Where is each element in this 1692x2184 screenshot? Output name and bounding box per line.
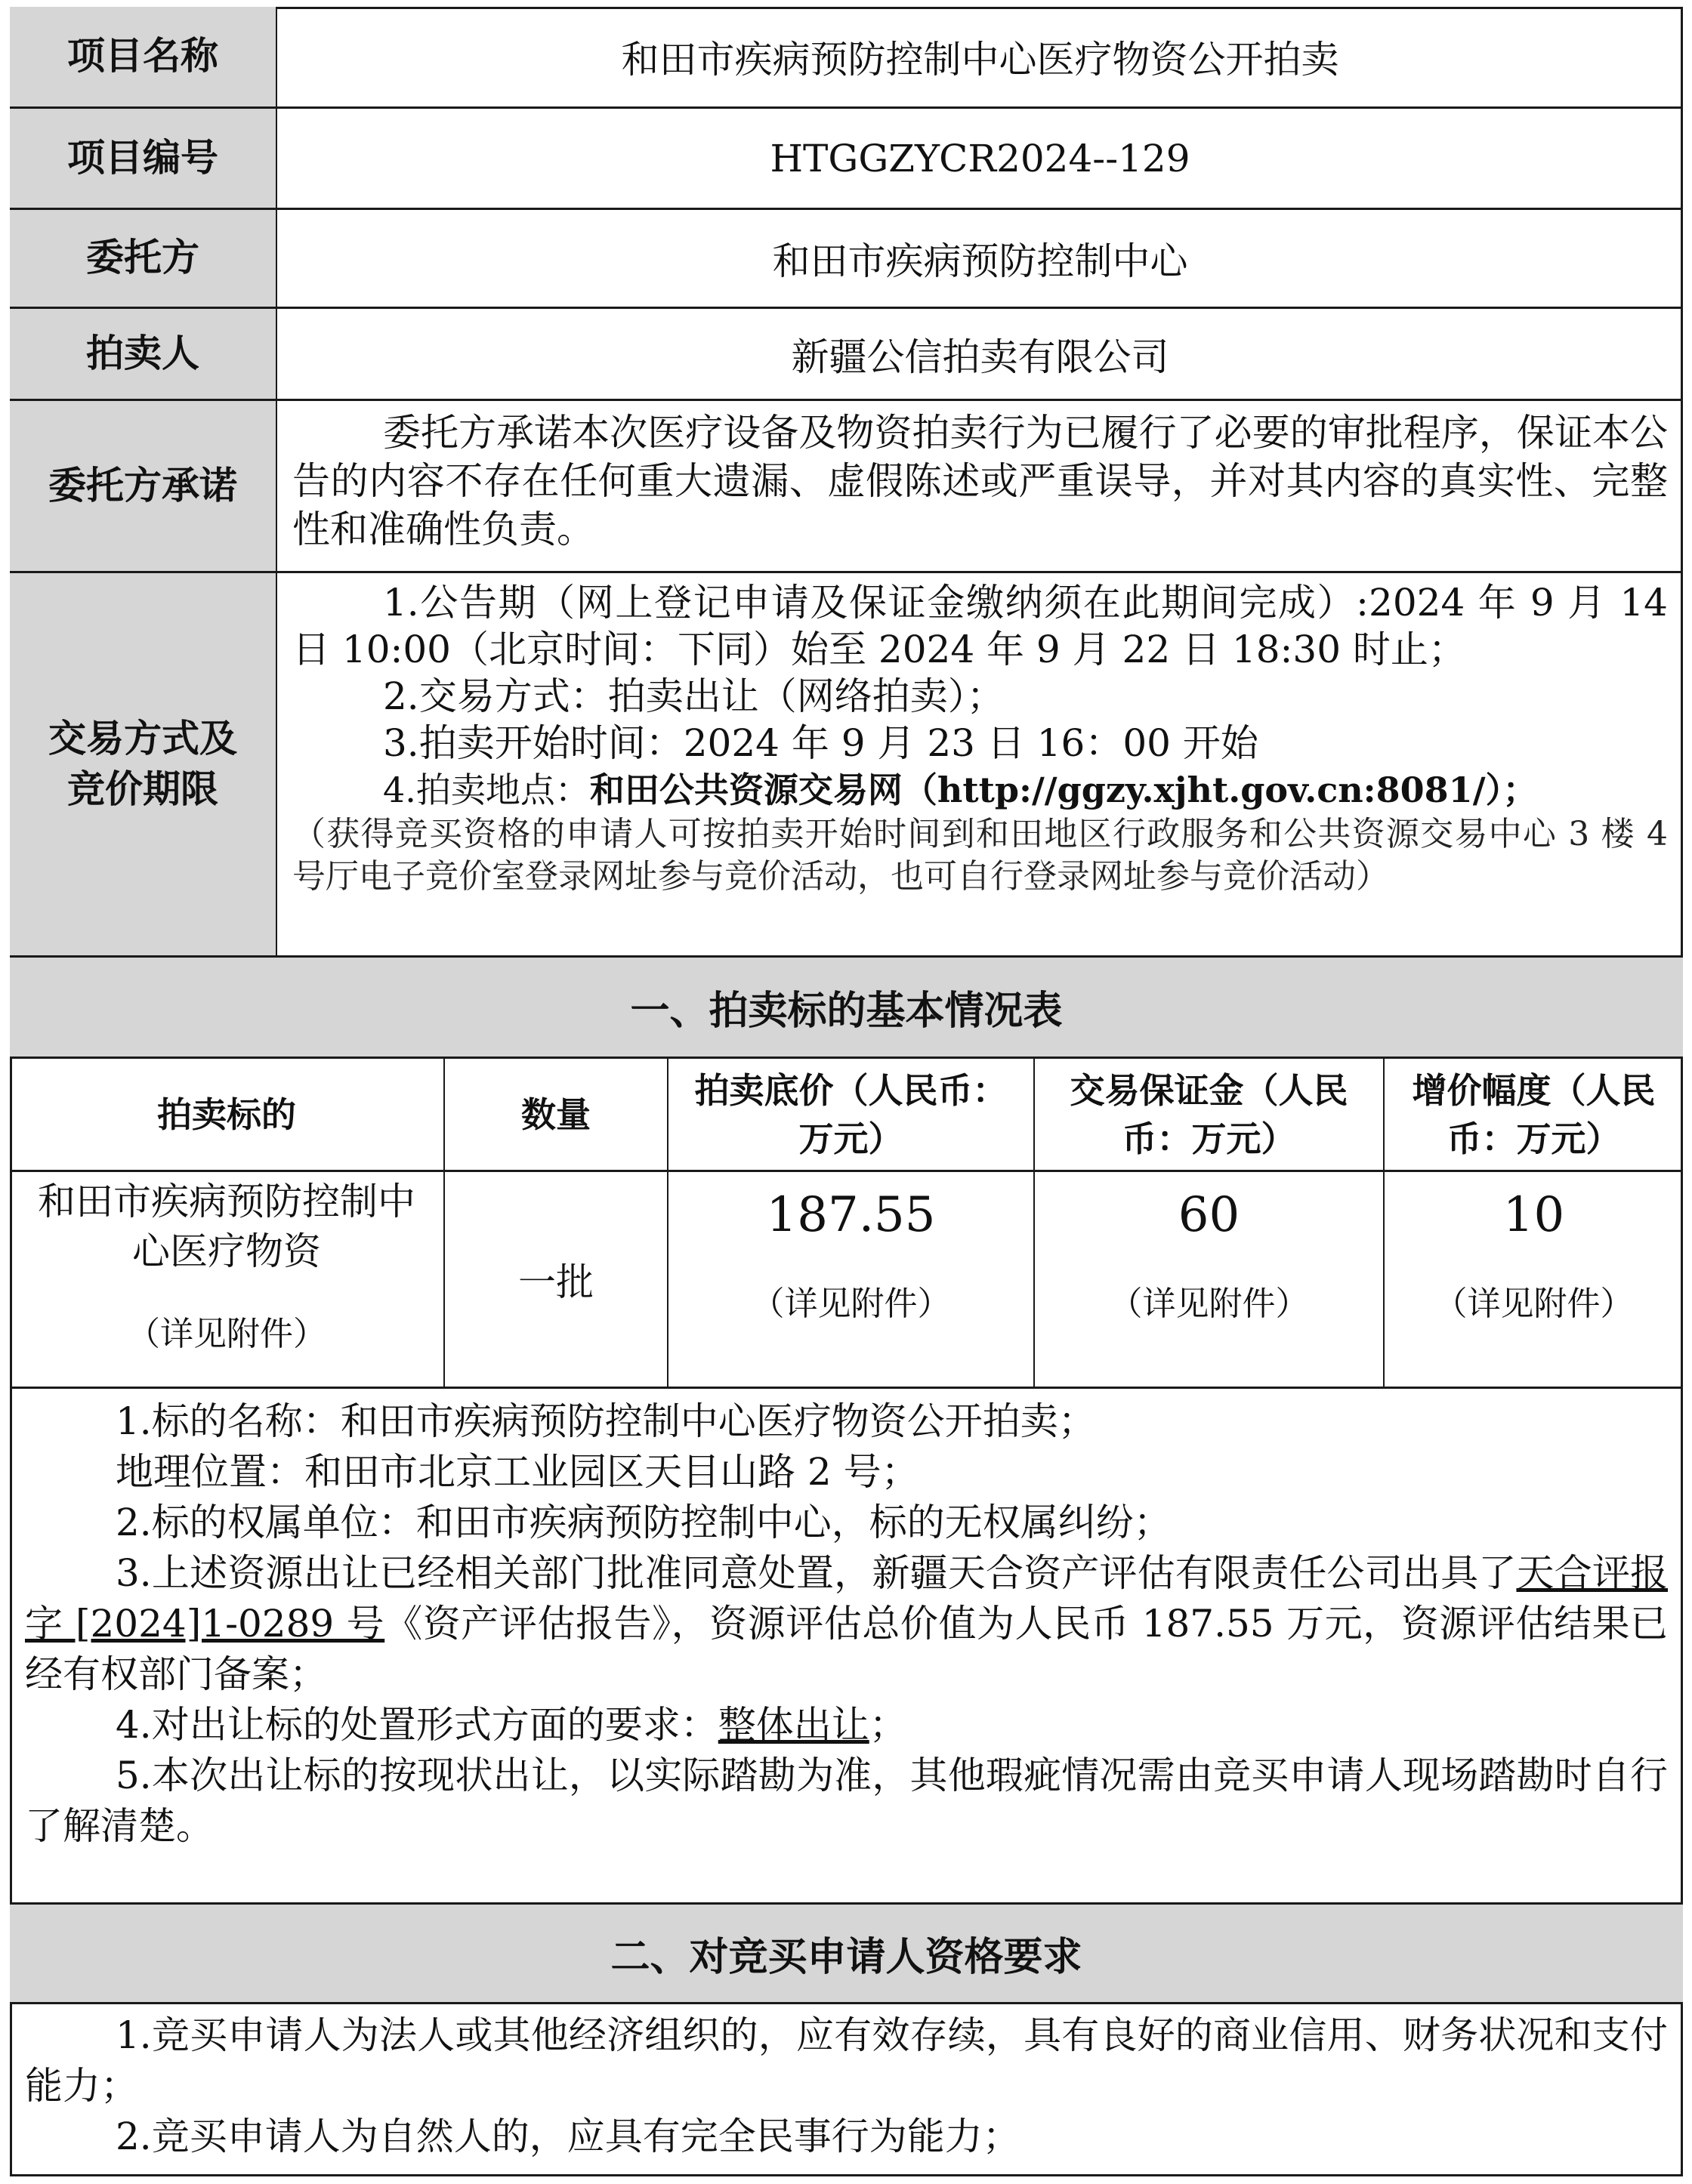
deposit-value: 60 <box>1178 1187 1240 1243</box>
row-auctioneer <box>10 309 1683 401</box>
trading-item-1: 1.公告期（网上登记申请及保证金缴纳须在此期间完成）:2024 年 9 月 14 日 10:00（北京时间：下同）始至 2024 年 9 月 22 日 18:30 时止； <box>292 581 1668 671</box>
value-client: 和田市疾病预防控制中心 <box>772 239 1188 283</box>
row-project-name <box>10 7 1683 109</box>
cell-item <box>10 1172 445 1387</box>
requirement-1: 1.竞买申请人为法人或其他经济组织的，应有效存续，具有良好的商业信用、财务状况和支付能力； <box>25 2013 1668 2108</box>
detail-3-part-b: 《资产评估报告》，资源评估总价值为人民币 187.55 万元，资源评估结果已经有权部门备案； <box>25 1602 1668 1696</box>
trading-item-4-prefix: 4.拍卖地点： <box>383 770 590 810</box>
trading-item-2: 2.交易方式：拍卖出让（网络拍卖）； <box>383 674 1005 718</box>
detail-1-location: 地理位置：和田市北京工业园区天目山路 2 号； <box>116 1450 919 1494</box>
header-deposit: 交易保证金（人民币：万元） <box>1035 1059 1385 1170</box>
details-text <box>10 1389 1683 1902</box>
report-number: 天合评报字 [2024]1-0289 号 <box>25 1551 1668 1646</box>
requirement-2: 2.竞买申请人为自然人的，应具有完全民事行为能力； <box>116 2115 1020 2158</box>
value-project-code: HTGGZYCR2024--129 <box>770 136 1190 180</box>
section2-title: 二、对竞买申请人资格要求 <box>10 1905 1683 2004</box>
asset-details <box>10 1389 1683 1905</box>
label-trading-line1: 交易方式及 <box>48 716 237 760</box>
commitment-text-cell <box>277 401 1683 571</box>
label-commitment: 委托方承诺 <box>10 401 277 571</box>
item-note: （详见附件） <box>127 1315 326 1353</box>
requirements <box>10 2004 1683 2176</box>
row-commitment <box>10 401 1683 573</box>
detail-3 <box>25 1548 1668 1700</box>
asset-table-header <box>10 1059 1683 1172</box>
increment-note: （详见附件） <box>1434 1285 1634 1323</box>
requirements-text <box>10 2004 1683 2176</box>
increment-value: 10 <box>1502 1187 1565 1243</box>
label-client: 委托方 <box>10 210 277 307</box>
detail-4-part-a: 4.对出让标的处置形式方面的要求： <box>116 1703 718 1747</box>
row-trading <box>10 573 1683 958</box>
row-project-code <box>10 109 1683 210</box>
trading-note: （获得竞买资格的申请人可按拍卖开始时间到和田地区行政服务和公共资源交易中心 3 楼 4 号厅电子竞价室登录网址参与竞价活动，也可自行登录网址参与竞价活动） <box>292 815 1668 896</box>
detail-4-part-b: ； <box>869 1703 907 1747</box>
section1-title: 一、拍卖标的基本情况表 <box>10 958 1683 1059</box>
reserve-price-value: 187.55 <box>766 1187 936 1243</box>
row-client <box>10 210 1683 309</box>
cell-reserve-price <box>668 1172 1035 1387</box>
trading-item-4 <box>292 767 1668 813</box>
trading-item-3: 3.拍卖开始时间：2024 年 9 月 23 日 16：00 开始 <box>383 721 1258 765</box>
asset-table-row <box>10 1172 1683 1389</box>
label-trading <box>10 573 277 955</box>
detail-5: 5.本次出让标的按现状出让，以实际踏勘为准，其他瑕疵情况需由竞买申请人现场踏勘时自行了解清楚。 <box>25 1754 1668 1848</box>
value-auctioneer: 新疆公信拍卖有限公司 <box>791 335 1169 379</box>
cell-increment <box>1385 1172 1683 1387</box>
reserve-price-note: （详见附件） <box>751 1285 951 1323</box>
disposal-form: 整体出让 <box>718 1703 869 1747</box>
item-name: 和田市疾病预防控制中心医疗物资 <box>38 1180 415 1273</box>
detail-1: 1.标的名称：和田市疾病预防控制中心医疗物资公开拍卖； <box>116 1399 1096 1443</box>
header-quantity: 数量 <box>445 1059 668 1170</box>
label-auctioneer: 拍卖人 <box>10 309 277 399</box>
header-item: 拍卖标的 <box>10 1059 445 1170</box>
label-trading-line2: 竞价期限 <box>67 767 218 811</box>
detail-2: 2.标的权属单位：和田市疾病预防控制中心，标的无权属纠纷； <box>116 1501 1172 1544</box>
cell-quantity: 一批 <box>445 1172 668 1387</box>
trading-site-link[interactable]: 和田公共资源交易网（http://ggzy.xjht.gov.cn:8081/）； <box>589 770 1538 810</box>
trading-text-cell <box>277 573 1683 955</box>
deposit-note: （详见附件） <box>1109 1285 1309 1323</box>
header-reserve-price: 拍卖底价（人民币：万元） <box>668 1059 1035 1170</box>
label-project-name: 项目名称 <box>10 7 277 106</box>
value-project-name: 和田市疾病预防控制中心医疗物资公开拍卖 <box>621 38 1339 82</box>
label-project-code: 项目编号 <box>10 109 277 208</box>
detail-3-part-a: 3.上述资源出让已经相关部门批准同意处置，新疆天合资产评估有限责任公司出具了 <box>116 1551 1517 1595</box>
header-increment: 增价幅度（人民币：万元） <box>1412 1069 1656 1159</box>
commitment-text: 委托方承诺本次医疗设备及物资拍卖行为已履行了必要的审批程序，保证本公告的内容不存在任何重大遗漏、虚假陈述或严重误导，并对其内容的真实性、完整性和准确性负责。 <box>292 411 1668 551</box>
cell-deposit <box>1035 1172 1385 1387</box>
detail-4 <box>25 1700 1668 1751</box>
